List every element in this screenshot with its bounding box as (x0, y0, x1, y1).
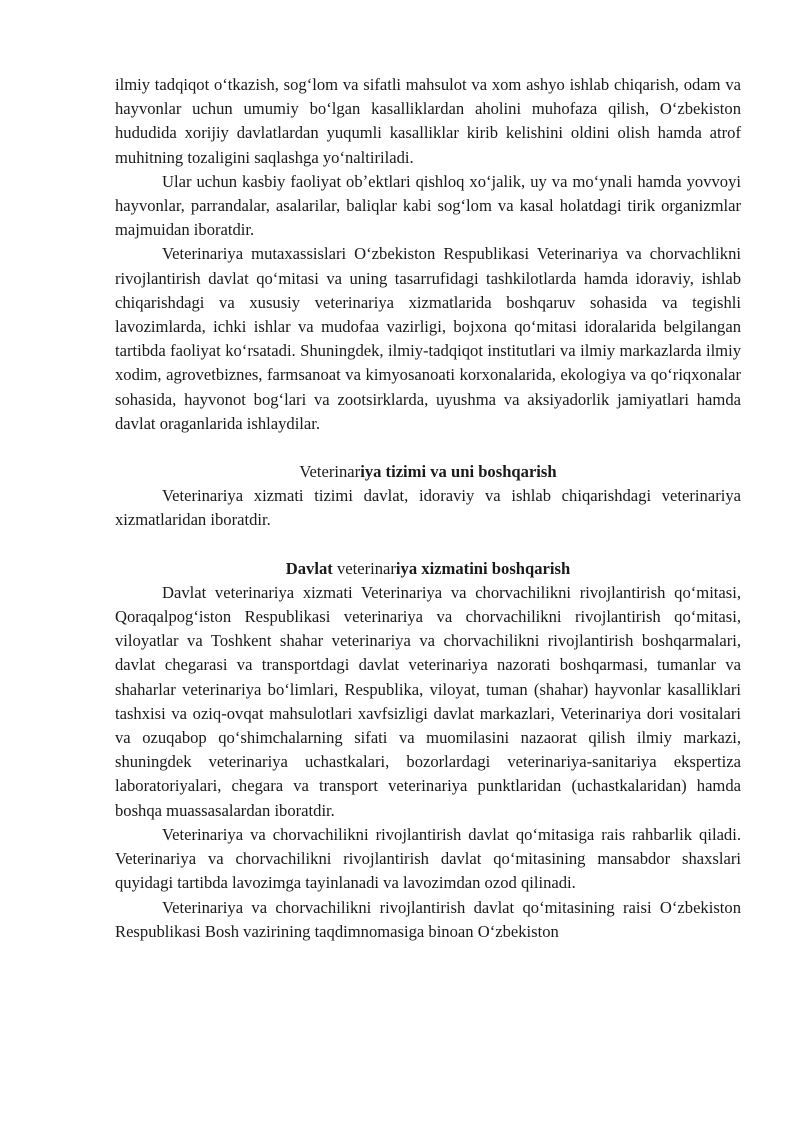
heading-part-regular: Veterinar (299, 462, 361, 482)
section-heading-state-service (115, 557, 741, 581)
section-heading-veterinary-system (115, 460, 741, 484)
heading-part-bold-start: Davlat (285, 558, 333, 578)
paragraph-1: ilmiy tadqiqot oʻtkazish, sogʻlom va sifatli mahsulot va xom ashyo ishlab chiqarish, odam va hayvonlar uchun umumiy boʻlgan kasalliklardan aholini muhofaza qilish, Oʻzbekiston hududida xorijiy davlatlardan yuqumli kasalliklar kirib kelishini oldini olish hamda atrof muhitning tozaligini saqlashga yoʻnaltiriladi. (115, 75, 741, 167)
paragraph-4: Veterinariya xizmati tizimi davlat, idoraviy va ishlab chiqarishdagi veterinariya xizmatlaridan iboratdir. (115, 486, 741, 530)
paragraph-7: Veterinariya va chorvachilikni rivojlantirish davlat qoʻmitasining raisi Oʻzbekiston Respublikasi Bosh vazirining taqdimnomasiga binoan Oʻzbekiston (115, 897, 741, 941)
paragraph-3: Veterinariya mutaxassislari Oʻzbekiston Respublikasi Veterinariya va chorvachlikni rivojlantirish davlat qoʻmitasi va uning tasarrufidagi tashkilotlarda hamda idoraviy, ishlab chiqarishdagi va xususiy veterinariya xizmatlarida boshqaruv sohasida va tegishli lavozimlarda, ichki ishlar va mudofaa vazirligi, bojxona qoʻmitasi idoralarida belgilangan tartibda faoliyat koʻrsatadi. Shuningdek, ilmiy-tadqiqot institutlari va ilmiy markazlarda ilmiy xodim, agrovetbiznes, farmsanoat va kimyosanoati korxonalarida, ekologiya va qoʻriqxonalar sohasida, hayvonot bogʻlari va zootsirklarda, uyushma va aksiyadorlik jamiyatlari hamda davlat oraganlarida ishlaydilar. (115, 244, 741, 433)
document-page (115, 73, 741, 944)
section-gap (115, 436, 741, 460)
paragraph-6: Veterinariya va chorvachilikni rivojlantirish davlat qoʻmitasiga rais rahbarlik qiladi. Veterinariya va chorvachilikni rivojlantirish davlat qoʻmitasining mansabdor shaxslari quyidagi tartibda lavozimga tayinlanadi va lavozimdan ozod qilinadi. (115, 824, 741, 893)
heading-part-regular: veterinar (332, 558, 396, 578)
paragraph-2: Ular uchun kasbiy faoliyat obʼektlari qishloq xoʻjalik, uy va moʻynali hamda yovvoyi hayvonlar, parrandalar, asalarilar, baliqlar kabi sogʻlom va kasal holatdagi tirik organizmlar majmuidan iboratdir. (115, 171, 741, 240)
heading-part-bold-end: iya xizmatini boshqarish (395, 558, 571, 578)
paragraph-5: Davlat veterinariya xizmati Veterinariya va chorvachilikni rivojlantirish qoʻmitasi, Qoraqalpogʻiston Respublikasi veterinariya va chorvachilikni rivojlantirish qoʻmitasi, viloyatlar va Toshkent shahar veterinariya va chorvachilikni rivojlantirish boshqarmalari, davlat chegarasi va transportdagi davlat veterinariya nazorati boshqarmasi, tumanlar va shaharlar veterinariya boʻlimlari, Respublika, viloyat, tuman (shahar) hayvonlar kasalliklari tashxisi va oziq-ovqat mahsulotlari xavfsizligi davlat markazlari, Veterinariya dori vositalari va ozuqabop qoʻshimchalarning sifati va muomilasini nazaorat qilish ilmiy markazi, shuningdek veterinariya uchastkalari, bozorlardagi veterinariya-sanitariya ekspertiza laboratoriyalari, chegara va transport veterinariya punktlaridan (uchastkalaridan) hamda boshqa muassasalardan iboratdir. (115, 582, 741, 820)
heading-part-bold: iya tizimi va uni boshqarish (360, 462, 557, 482)
section-gap (115, 533, 741, 557)
